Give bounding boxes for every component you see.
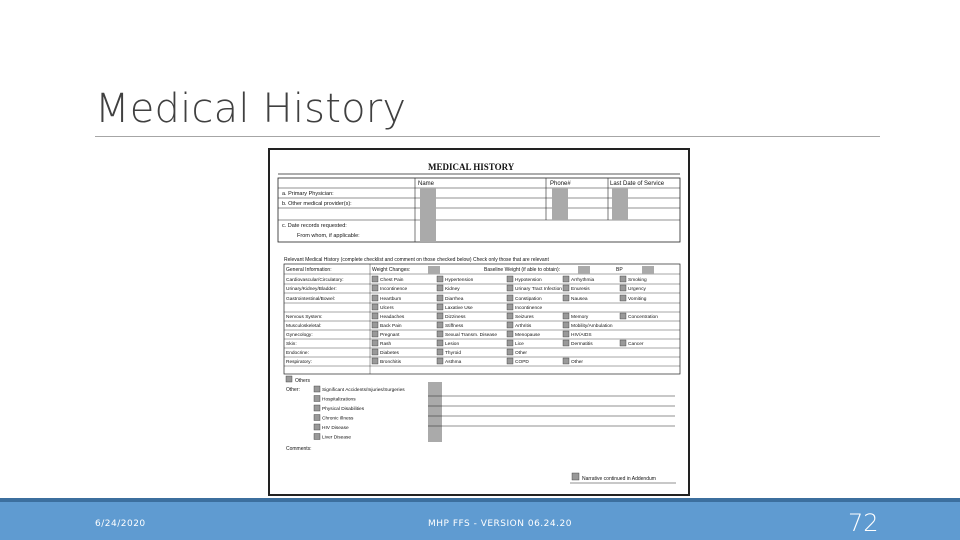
condition-checkbox[interactable]: [372, 322, 378, 328]
condition-checkbox[interactable]: [437, 322, 443, 328]
condition-checkbox[interactable]: [437, 304, 443, 310]
category-label: Cardiovascular/Circulatory:: [286, 278, 344, 283]
condition-checkbox[interactable]: [620, 340, 626, 346]
condition-label: Lice: [515, 342, 524, 347]
other-item-checkbox[interactable]: [314, 396, 320, 402]
condition-label: Seizures: [515, 315, 534, 320]
other-item-checkbox[interactable]: [314, 405, 320, 411]
condition-checkbox[interactable]: [437, 340, 443, 346]
medical-history-form-image: [268, 148, 690, 496]
condition-label: Hypotension: [515, 278, 542, 283]
other-item-label: Physical Disabilities: [322, 407, 365, 412]
condition-checkbox[interactable]: [437, 276, 443, 282]
category-label: Gynecology:: [286, 333, 313, 338]
condition-label: Smoking: [628, 278, 647, 283]
footer-version: MHP FFS - VERSION 06.24.20: [428, 519, 572, 529]
condition-label: Urgency: [628, 287, 646, 292]
condition-checkbox[interactable]: [437, 331, 443, 337]
addendum-checkbox[interactable]: [572, 473, 579, 480]
footer-date: 6/24/2020: [95, 519, 146, 529]
col-name: Name: [418, 181, 435, 187]
form-heading: MEDICAL HISTORY: [428, 162, 515, 172]
condition-label: Back Pain: [380, 324, 402, 329]
condition-checkbox[interactable]: [372, 285, 378, 291]
page-number: 72: [848, 509, 879, 537]
condition-label: Bronchitis: [380, 360, 402, 365]
condition-label: Cancer: [628, 342, 644, 347]
condition-label: Rash: [380, 342, 392, 347]
condition-checkbox[interactable]: [372, 313, 378, 319]
condition-checkbox[interactable]: [563, 295, 569, 301]
condition-label: COPD: [515, 360, 529, 365]
condition-checkbox[interactable]: [507, 313, 513, 319]
condition-label: Concentration: [628, 315, 658, 320]
bp-label: BP: [616, 267, 623, 273]
category-label: Musculoskeletal:: [286, 324, 322, 329]
category-label: Gastrointestinal/Bowel:: [286, 297, 336, 302]
slide-title: Medical History: [95, 86, 407, 132]
condition-checkbox[interactable]: [563, 276, 569, 282]
condition-checkbox[interactable]: [563, 313, 569, 319]
condition-label: Diarrhea: [445, 297, 464, 302]
condition-label: Urinary Tract Infection: [515, 287, 562, 292]
condition-checkbox[interactable]: [372, 349, 378, 355]
category-label: Nervous System:: [286, 315, 323, 320]
condition-checkbox[interactable]: [372, 340, 378, 346]
condition-checkbox[interactable]: [437, 285, 443, 291]
condition-checkbox[interactable]: [620, 276, 626, 282]
other-item-checkbox[interactable]: [314, 434, 320, 440]
condition-label: Vomiting: [628, 297, 647, 302]
condition-label: Lesion: [445, 342, 460, 347]
condition-label: Other: [515, 351, 527, 356]
form-drawing: [270, 150, 688, 494]
category-label: Respiratory:: [286, 360, 312, 365]
condition-label: Enuresis: [571, 287, 590, 292]
condition-checkbox[interactable]: [507, 349, 513, 355]
other-item-label: Chronic Illness: [322, 416, 354, 422]
condition-label: Kidney: [445, 287, 460, 292]
condition-label: Incontinence: [515, 306, 543, 311]
category-label: Endocrine:: [286, 351, 309, 356]
other-label: Other:: [286, 387, 300, 393]
condition-label: Arrhythmia: [571, 278, 595, 283]
condition-checkbox[interactable]: [620, 295, 626, 301]
footer-accent: [0, 498, 960, 502]
condition-checkbox[interactable]: [620, 313, 626, 319]
condition-label: HIV/AIDS: [571, 333, 592, 338]
condition-checkbox[interactable]: [437, 295, 443, 301]
other-item-checkbox[interactable]: [314, 424, 320, 430]
condition-checkbox[interactable]: [507, 295, 513, 301]
relevant-history-label: Relevant Medical History (complete checklist and comment on those checked below) Check only those that are relevant: [284, 257, 549, 263]
condition-checkbox[interactable]: [507, 340, 513, 346]
condition-label: Asthma: [445, 360, 462, 365]
condition-label: Arthritis: [515, 324, 532, 329]
row-date-records: c. Date records requested:: [282, 223, 347, 229]
condition-checkbox[interactable]: [372, 358, 378, 364]
condition-checkbox[interactable]: [372, 331, 378, 337]
weight-changes-label: Weight Changes:: [372, 267, 411, 273]
row-from-whom: From whom, if applicable:: [297, 233, 360, 239]
row-primary-physician: a. Primary Physician:: [282, 191, 334, 197]
condition-label: Other: [571, 360, 583, 365]
condition-label: Laxative Use: [445, 306, 473, 311]
condition-checkbox[interactable]: [437, 358, 443, 364]
condition-checkbox[interactable]: [563, 331, 569, 337]
other-item-label: HIV Disease: [322, 426, 349, 431]
condition-checkbox[interactable]: [507, 331, 513, 337]
condition-label: Hypertension: [445, 278, 474, 283]
narrative-label: Narrative continued in Addendum: [582, 476, 656, 482]
condition-label: Constipation: [515, 297, 542, 302]
condition-checkbox[interactable]: [437, 349, 443, 355]
col-last-date: Last Date of Service: [610, 181, 665, 187]
condition-checkbox[interactable]: [507, 358, 513, 364]
condition-label: Diabetes: [380, 351, 399, 356]
other-item-label: Significant Accidents/Injuries/Surgeries: [322, 388, 405, 393]
condition-checkbox[interactable]: [507, 285, 513, 291]
condition-checkbox[interactable]: [437, 313, 443, 319]
condition-checkbox[interactable]: [507, 276, 513, 282]
condition-label: Pregnant: [380, 333, 400, 338]
col-phone: Phone#: [550, 181, 571, 187]
general-info-label: General Information:: [286, 267, 332, 273]
condition-checkbox[interactable]: [563, 340, 569, 346]
condition-checkbox[interactable]: [620, 285, 626, 291]
condition-label: Heartburn: [380, 297, 402, 302]
condition-label: Incontinence: [380, 287, 408, 292]
condition-label: Mobility/Ambulation: [571, 324, 613, 329]
row-other-provider: b. Other medical provider(s):: [282, 201, 352, 207]
condition-checkbox[interactable]: [372, 295, 378, 301]
condition-label: Sexual Transm. Disease: [445, 333, 497, 338]
condition-label: Stiffness: [445, 324, 464, 329]
category-label: Skin:: [286, 342, 297, 347]
title-divider: [95, 136, 880, 137]
other-item-label: Hospitalizations: [322, 397, 356, 403]
condition-label: Chest Pain: [380, 278, 404, 283]
baseline-weight-label: Baseline Weight (if able to obtain):: [484, 267, 561, 273]
category-label: Urinary/Kidney/Bladder:: [286, 287, 337, 292]
other-item-checkbox[interactable]: [314, 386, 320, 392]
condition-label: Thyroid: [445, 351, 461, 356]
condition-label: Headaches: [380, 315, 405, 320]
comments-label: Comments:: [286, 446, 312, 452]
condition-checkbox[interactable]: [507, 322, 513, 328]
condition-label: Menopause: [515, 333, 541, 338]
condition-checkbox[interactable]: [372, 304, 378, 310]
condition-checkbox[interactable]: [507, 304, 513, 310]
condition-label: Dizziness: [445, 315, 466, 320]
others-checkbox[interactable]: [286, 376, 292, 382]
condition-checkbox[interactable]: [563, 322, 569, 328]
other-item-label: Liver Disease: [322, 435, 352, 441]
condition-label: Dermatitis: [571, 342, 593, 347]
condition-checkbox[interactable]: [563, 285, 569, 291]
condition-label: Ulcers: [380, 306, 394, 311]
condition-label: Nausea: [571, 297, 588, 302]
others-label: Others: [295, 378, 311, 384]
condition-label: Memory: [571, 315, 589, 320]
condition-checkbox[interactable]: [372, 276, 378, 282]
other-item-checkbox[interactable]: [314, 415, 320, 421]
condition-checkbox[interactable]: [563, 358, 569, 364]
